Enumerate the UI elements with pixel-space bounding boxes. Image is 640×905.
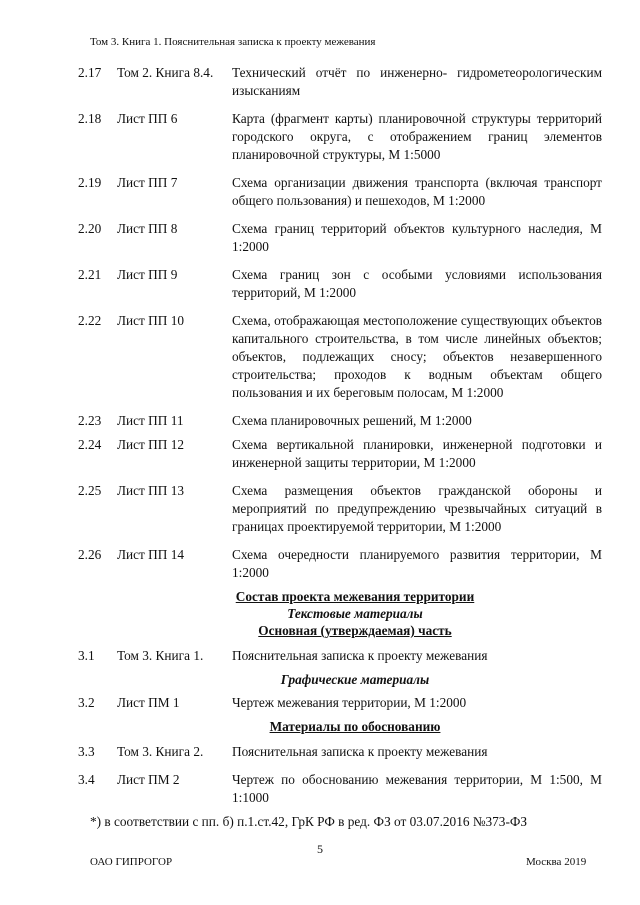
- item-description: Пояснительная записка к проекту межевания: [232, 648, 488, 663]
- item-reference: Лист ПП 9: [117, 267, 178, 282]
- item-number: 2.25: [78, 483, 102, 498]
- item-description: Пояснительная записка к проекту межевания: [232, 744, 488, 759]
- item-description: Схема вертикальной планировки, инженерной подготовки и инженерной защиты территории, М 1:2000: [232, 437, 602, 470]
- item-number: 2.19: [78, 175, 102, 190]
- item-reference: Лист ПП 11: [117, 413, 184, 428]
- list-item: [0, 546, 640, 582]
- list-item: [0, 436, 640, 472]
- item-description: Схема границ территорий объектов культурного наследия, М 1:2000: [232, 221, 602, 254]
- list-item: [0, 312, 640, 402]
- item-number: 3.1: [78, 648, 95, 663]
- item-number: 2.22: [78, 313, 102, 328]
- footer-city-year: Москва 2019: [526, 856, 587, 868]
- list-item: [0, 266, 640, 302]
- subsection-graphic-materials: Графические материалы: [280, 672, 430, 687]
- item-description: Схема границ зон с особыми условиями использования территорий, М 1:2000: [232, 267, 602, 300]
- item-reference: Лист ПМ 2: [117, 772, 180, 787]
- list-item: [0, 174, 640, 210]
- item-description: Схема организации движения транспорта (включая транспорт общего пользования) и пешеходов, М 1:2000: [232, 175, 602, 208]
- subsection-justification: Материалы по обоснованию: [269, 719, 441, 734]
- item-number: 3.3: [78, 744, 95, 759]
- item-reference: Лист ПП 6: [117, 111, 178, 126]
- subsection-text-materials: Текстовые материалы: [287, 606, 423, 621]
- item-reference: Лист ПП 7: [117, 175, 178, 190]
- subsection-main-part: Основная (утверждаемая) часть: [258, 623, 452, 638]
- item-number: 2.24: [78, 437, 102, 452]
- item-description: Карта (фрагмент карты) планировочной структуры территорий городского округа, с отображением границ элементов планировочной структуры, М 1:5000: [232, 111, 602, 162]
- list-item: [0, 110, 640, 164]
- item-number: 2.26: [78, 547, 102, 562]
- item-description: Схема планировочных решений, М 1:2000: [232, 413, 472, 428]
- item-number: 3.2: [78, 695, 95, 710]
- item-description: Чертеж по обоснованию межевания территории, М 1:500, М 1:1000: [232, 772, 602, 805]
- item-number: 2.23: [78, 413, 102, 428]
- list-item: [0, 220, 640, 256]
- item-reference: Лист ПМ 1: [117, 695, 180, 710]
- item-description: Технический отчёт по инженерно- гидрометеорологическим изысканиям: [232, 65, 602, 98]
- item-reference: Лист ПП 14: [117, 547, 184, 562]
- list-item: [0, 743, 640, 761]
- item-number: 2.21: [78, 267, 102, 282]
- footer-organization: ОАО ГИПРОГОР: [90, 856, 173, 868]
- item-reference: Лист ПП 13: [117, 483, 184, 498]
- section-title: Состав проекта межевания территории: [235, 589, 475, 604]
- item-description: Схема очередности планируемого развития территории, М 1:2000: [232, 547, 602, 580]
- item-reference: Лист ПП 10: [117, 313, 184, 328]
- list-item: [0, 64, 640, 100]
- list-item: [0, 412, 640, 430]
- item-number: 2.17: [78, 65, 102, 80]
- document-body: [0, 64, 640, 831]
- item-number: 3.4: [78, 772, 95, 787]
- footnote: *) в соответствии с пп. б) п.1.ст.42, ГрК РФ в ред. ФЗ от 03.07.2016 №373-ФЗ: [90, 814, 528, 829]
- item-reference: Лист ПП 12: [117, 437, 184, 452]
- list-item: [0, 694, 640, 712]
- item-reference: Том 2. Книга 8.4.: [117, 65, 214, 80]
- item-number: 2.20: [78, 221, 102, 236]
- page-number: 5: [317, 842, 323, 856]
- item-reference: Лист ПП 8: [117, 221, 178, 236]
- list-item: [0, 771, 640, 807]
- item-number: 2.18: [78, 111, 102, 126]
- list-item: [0, 482, 640, 536]
- list-item: [0, 647, 640, 665]
- item-reference: Том 3. Книга 2.: [117, 744, 204, 759]
- page-header: Том 3. Книга 1. Пояснительная записка к проекту межевания: [90, 36, 376, 48]
- item-description: Схема размещения объектов гражданской обороны и мероприятий по предупреждению чрезвычайных ситуаций в границах проектируемой территории, М 1:2000: [232, 483, 602, 534]
- item-description: Схема, отображающая местоположение существующих объектов капитального строительства, в том числе линейных объектов; объектов, подлежащих сносу; объектов незавершенного строительства; проходов к водным объектам общего пользования и их береговым полосам, М 1:2000: [232, 313, 602, 400]
- item-reference: Том 3. Книга 1.: [117, 648, 204, 663]
- item-description: Чертеж межевания территории, М 1:2000: [232, 695, 467, 710]
